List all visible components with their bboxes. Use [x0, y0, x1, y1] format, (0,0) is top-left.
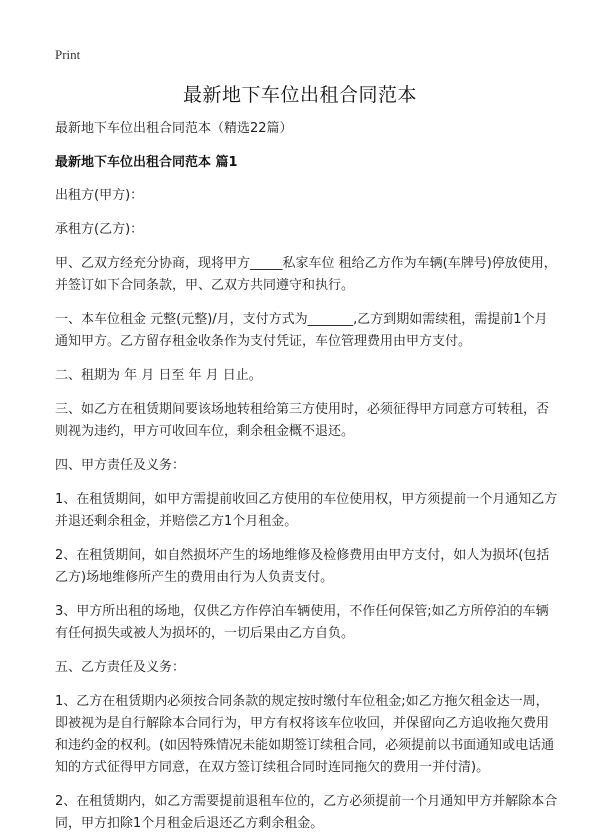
clause-rent-paragraph: 一、本车位租金 元整(元整)/月，支付方式为_______,乙方到期如需续租，需提前1个月通知甲方。乙方留存租金收条作为支付凭证，车位管理费用由甲方支付。	[55, 312, 548, 349]
lessor-duties-heading: 四、甲方责任及义务：	[55, 458, 186, 473]
document-title: 最新地下车位出租合同范本	[182, 84, 417, 106]
clause-sublease-paragraph: 三、如乙方在租赁期间要该场地转租给第三方使用时，必须征得甲方同意方可转租，否则视为违约，甲方可收回车位，剩余租金概不退还。	[55, 402, 550, 439]
print-link[interactable]: Print	[55, 47, 81, 62]
lessee-duties-heading: 五、乙方责任及义务：	[55, 660, 186, 675]
clause-term-paragraph: 二、租期为 年 月 日至 年 月 日止。	[55, 368, 262, 383]
lessor-line: 出租方(甲方)：	[55, 188, 144, 203]
section-heading: 最新地下车位出租合同范本 篇1	[55, 155, 238, 170]
lessor-duty-2-paragraph: 2、在租赁期间，如自然损坏产生的场地维修及检修费用由甲方支付，如人为损坏(包括乙方)场地维修所产生的费用由行为人负责支付。	[55, 548, 550, 585]
document-body	[55, 118, 560, 835]
lessee-duty-1-paragraph: 1、乙方在租赁期内必须按合同条款的规定按时缴付车位租金;如乙方拖欠租金达一周，即被视为是自行解除本合同行为，甲方有权将该车位收回，并保留向乙方追收拖欠费用和违约金的权利。(如因特殊情况未能如期签订续租合同，必须提前以书面通知或电话通知的方式征得甲方同意，在双方签订续租合同时连同拖欠的费用一并付清)。	[55, 694, 555, 775]
document-subtitle: 最新地下车位出租合同范本（精选22篇）	[55, 121, 293, 136]
lessee-duty-2-paragraph: 2、在租赁期内，如乙方需要提前退租车位的，乙方必须提前一个月通知甲方并解除本合同，甲方扣除1个月租金后退还乙方剩余租金。	[55, 794, 558, 831]
lessor-duty-3-paragraph: 3、甲方所出租的场地，仅供乙方作停泊车辆使用，不作任何保管;如乙方所停泊的车辆有任何损失或被人为损坏的，一切后果由乙方自负。	[55, 604, 549, 641]
lessee-line: 承租方(乙方)：	[55, 222, 144, 237]
lessor-duty-1-paragraph: 1、在租赁期间，如甲方需提前收回乙方使用的车位使用权，甲方须提前一个月通知乙方并退还剩余租金，并赔偿乙方1个月租金。	[55, 492, 558, 529]
contract-intro-paragraph: 甲、乙双方经充分协商，现将甲方_____私家车位 租给乙方作为车辆(车牌号)停放使用，并签订如下合同条款，甲、乙双方共同遵守和执行。	[55, 256, 557, 293]
